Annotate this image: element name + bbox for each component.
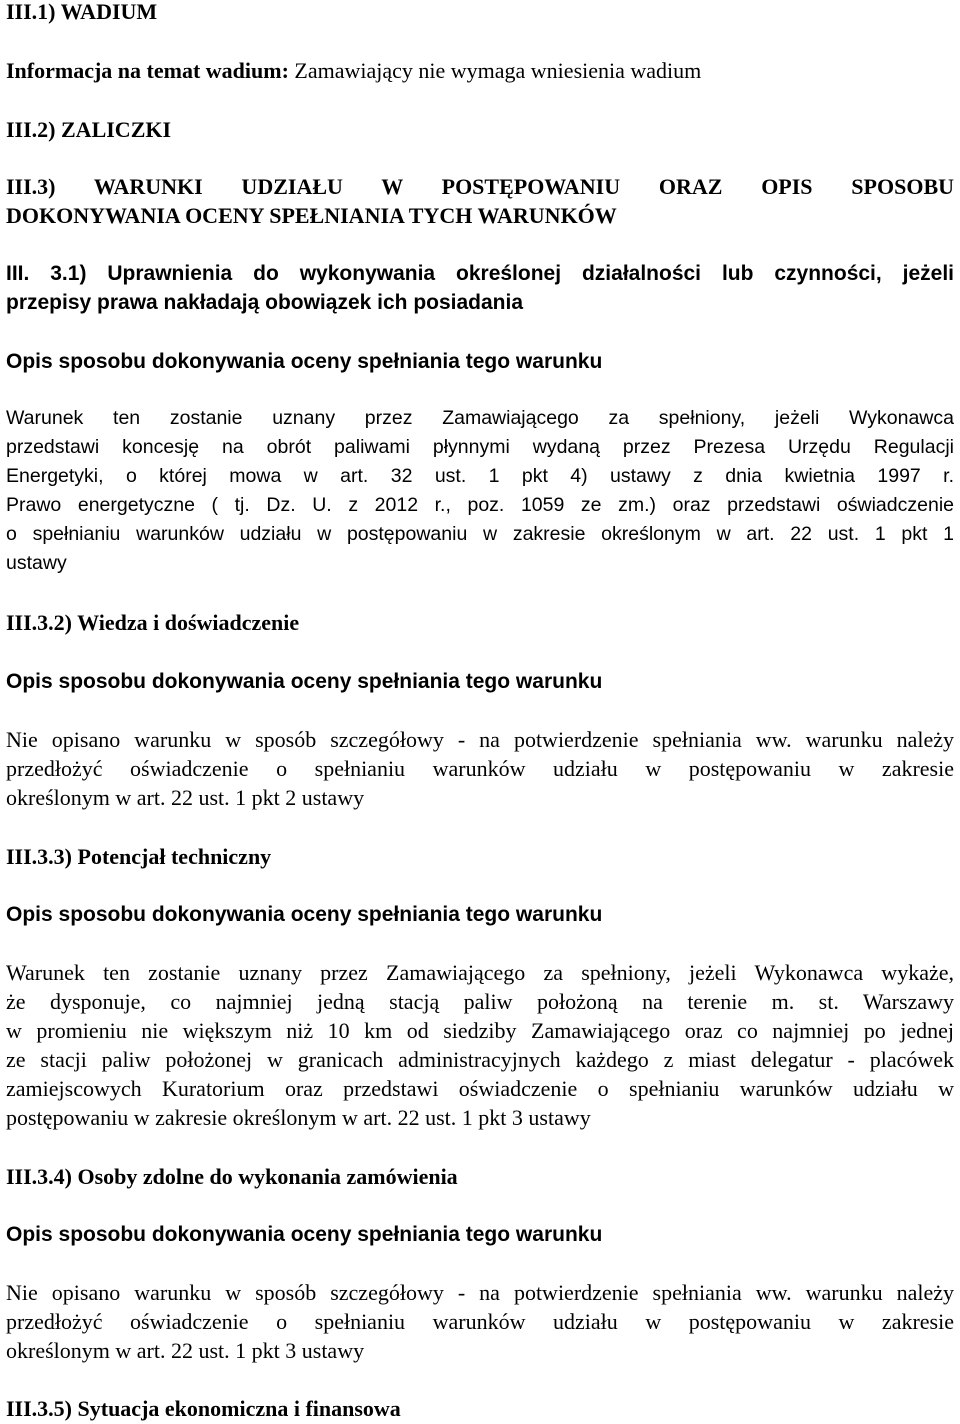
- wadium-heading: III.1) WADIUM: [6, 0, 158, 24]
- sec-3-2-body-line: przedłożyć oświadczenie o spełnianiu warunków udziału w postępowaniu w zakresie: [6, 756, 954, 781]
- sec-3-3-heading: III.3.3) Potencjał techniczny: [6, 844, 272, 869]
- zaliczki-heading: III.2) ZALICZKI: [6, 117, 172, 142]
- sec-3-1-opis-label: Opis sposobu dokonywania oceny spełniania tego warunku: [6, 350, 603, 373]
- sec-3-3-opis-label: Opis sposobu dokonywania oceny spełniania tego warunku: [6, 903, 603, 926]
- sec-3-4-body-line: określonym w art. 22 ust. 1 pkt 3 ustawy: [6, 1338, 365, 1363]
- sec-3-1-body-line: ustawy: [6, 552, 67, 574]
- sec-3-4-body: [6, 1278, 954, 1365]
- sec-3-3-body-line: ze stacji paliw położonej w granicach administracyjnych każdego z miast delegatur - placówek: [6, 1047, 954, 1072]
- sec-3-1-heading-line2: przepisy prawa nakładają obowiązek ich posiadania: [6, 291, 524, 314]
- sec-3-1-heading: [6, 259, 954, 317]
- sec-3-2-heading: III.3.2) Wiedza i doświadczenie: [6, 610, 300, 635]
- sec-3-5-heading: III.3.5) Sytuacja ekonomiczna i finansowa: [6, 1396, 401, 1421]
- warunki-heading: [6, 172, 954, 230]
- sec-3-2-body-line: Nie opisano warunku w sposób szczegółowy - na potwierdzenie spełniania ww. warunku należy: [6, 727, 954, 752]
- warunki-heading-line1: III.3) WARUNKI UDZIAŁU W POSTĘPOWANIU ORAZ OPIS SPOSOBU: [6, 174, 954, 199]
- wadium-info-label: Informacja na temat wadium:: [6, 58, 289, 83]
- sec-3-1-heading-line1: III. 3.1) Uprawnienia do wykonywania określonej działalności lub czynności, jeżeli: [6, 262, 954, 285]
- sec-3-1-body-line: Warunek ten zostanie uznany przez Zamawiającego za spełniony, jeżeli Wykonawca: [6, 407, 954, 429]
- sec-3-1-body-line: o spełnianiu warunków udziału w postępowaniu w zakresie określonym w art. 22 ust. 1 pkt 1: [6, 523, 954, 545]
- sec-3-3-body: [6, 958, 954, 1132]
- sec-3-3-body-line: Warunek ten zostanie uznany przez Zamawiającego za spełniony, jeżeli Wykonawca wykaże,: [6, 960, 954, 985]
- warunki-heading-line2: DOKONYWANIA OCENY SPEŁNIANIA TYCH WARUNKÓW: [6, 203, 617, 228]
- sec-3-1-body-line: Prawo energetyczne ( tj. Dz. U. z 2012 r., poz. 1059 ze zm.) oraz przedstawi oświadczenie: [6, 494, 954, 516]
- sec-3-2-body-line: określonym w art. 22 ust. 1 pkt 2 ustawy: [6, 785, 365, 810]
- wadium-info: [6, 56, 954, 85]
- sec-3-4-heading: III.3.4) Osoby zdolne do wykonania zamówienia: [6, 1164, 458, 1189]
- sec-3-4-body-line: Nie opisano warunku w sposób szczegółowy - na potwierdzenie spełniania ww. warunku należy: [6, 1280, 954, 1305]
- sec-3-1-body-line: przedstawi koncesję na obrót paliwami płynnymi wydaną przez Prezesa Urzędu Regulacji: [6, 436, 954, 458]
- sec-3-3-body-line: że dysponuje, co najmniej jedną stacją paliw położoną na terenie m. st. Warszawy: [6, 989, 954, 1014]
- sec-3-2-body: [6, 725, 954, 812]
- sec-3-3-body-line: w promieniu nie większym niż 10 km od siedziby Zamawiającego oraz co najmniej po jednej: [6, 1018, 954, 1043]
- sec-3-4-opis-label: Opis sposobu dokonywania oceny spełniania tego warunku: [6, 1223, 603, 1246]
- sec-3-2-opis-label: Opis sposobu dokonywania oceny spełniania tego warunku: [6, 670, 603, 693]
- sec-3-4-body-line: przedłożyć oświadczenie o spełnianiu warunków udziału w postępowaniu w zakresie: [6, 1309, 954, 1334]
- wadium-info-text: Zamawiający nie wymaga wniesienia wadium: [294, 58, 702, 83]
- sec-3-3-body-line: postępowaniu w zakresie określonym w art. 22 ust. 1 pkt 3 ustawy: [6, 1105, 591, 1130]
- sec-3-1-body-line: Energetyki, o której mowa w art. 32 ust. 1 pkt 4) ustawy z dnia kwietnia 1997 r.: [6, 465, 954, 487]
- sec-3-1-body: [6, 404, 954, 578]
- sec-3-3-body-line: zamiejscowych Kuratorium oraz przedstawi oświadczenie o spełnianiu warunków udziału w: [6, 1076, 954, 1101]
